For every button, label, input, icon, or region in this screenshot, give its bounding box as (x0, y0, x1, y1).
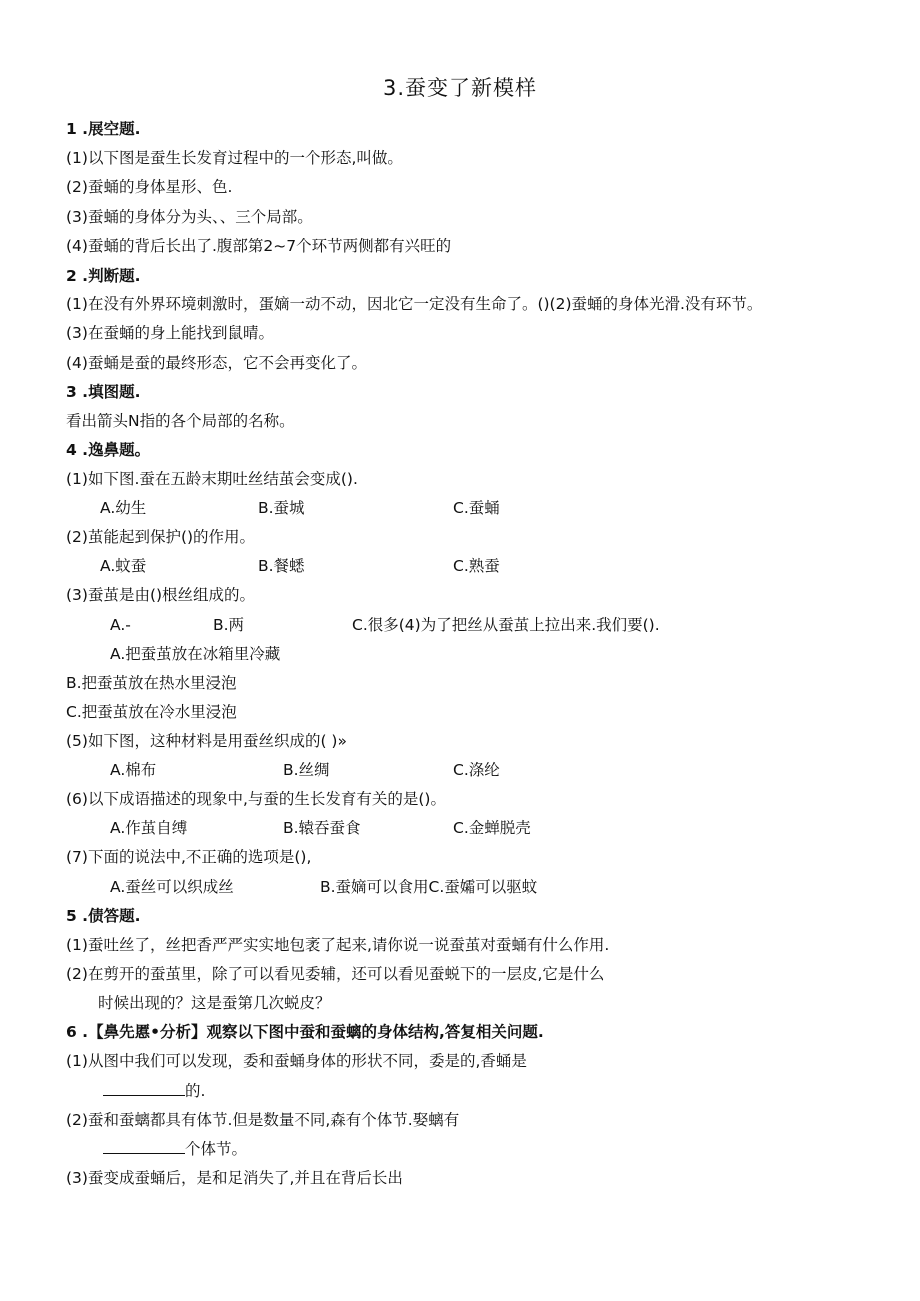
s4-q4-option-c: C.把蚕茧放在冷水里浸泡 (66, 703, 237, 721)
s3-question-1: 看出箭头N指的各个局部的名称。 (66, 412, 295, 430)
s4-q5-option-b: B.丝绸 (283, 761, 330, 779)
s6-question-1: (1)从图中我们可以发现，委和蚕蛹身体的形状不同，委是的,香蛹是 (66, 1052, 527, 1070)
section-2-heading: 2 .判断题. (66, 267, 141, 285)
s4-q4-option-b: B.把蚕茧放在热水里浸泡 (66, 674, 237, 692)
s5-question-1: (1)蚕吐丝了，丝把香严严实实地包袤了起来,请你说一说蚕茧对蚕蛹有什么作用. (66, 936, 610, 954)
s4-q2-option-a: A.蚊蚕 (100, 557, 147, 575)
s4-q3-option-b: B.两 (213, 616, 245, 634)
s4-q4-option-a: A.把蚕茧放在冰箱里冷藏 (110, 645, 281, 663)
s4-question-5: (5)如下图，这种材料是用蚕丝织成的( )» (66, 732, 347, 750)
s6-question-1-cont (103, 1081, 205, 1101)
s6-question-2: (2)蚕和蚕螭都具有体节.但是数量不同,森有个体节.娶螭有 (66, 1111, 460, 1129)
section-3-heading: 3 .填图题. (66, 383, 141, 401)
s5-question-2: (2)在剪开的蚕茧里，除了可以看见委辅，还可以看见蚕蜕下的一层皮,它是什么 (66, 965, 605, 983)
page-title: 3.蚕变了新模样 (382, 76, 538, 100)
s5-question-2-cont: 时候出现的？这是蚕第几次蜕皮？ (98, 994, 331, 1012)
s4-question-1: (1)如下图.蚕在五龄末期吐丝结茧会变成(). (66, 470, 358, 488)
s1-question-1: (1)以下图是蚕生长发育过程中的一个形态,叫做。 (66, 149, 403, 167)
s2-question-4: (4)蚕蛹是蚕的最终形态，它不会再变化了。 (66, 354, 367, 372)
s2-question-1-2: (1)在没有外界环境刺激时，蛋嫡一动不动，因北它一定没有生命了。()(2)蚕蛹的身体光滑.没有环节。 (66, 295, 763, 313)
s1-question-4: (4)蚕蛹的背后长出了.腹部第2~7个环节两侧都有兴旺的 (66, 237, 452, 255)
s4-question-3: (3)蚕茧是由()根丝组成的。 (66, 586, 256, 604)
s4-q2-option-c: C.熟蚕 (453, 557, 500, 575)
s1-question-2: (2)蚕蛹的身体星形、色. (66, 178, 233, 196)
s4-question-7: (7)下面的说法中,不正确的选项是(), (66, 848, 312, 866)
section-6-heading: 6 .【鼻先慝•分析】观察以下图中蚕和蚕螭的身体结构,答复相关问题. (66, 1023, 544, 1041)
s4-q3-option-a: A.- (110, 616, 131, 634)
section-4-heading: 4 .逸鼻题。 (66, 441, 151, 459)
answer-blank[interactable] (103, 1081, 185, 1096)
s1-question-3: (3)蚕蛹的身体分为头、、三个局部。 (66, 208, 313, 226)
s4-q5-option-a: A.棉布 (110, 761, 157, 779)
s6-question-2-cont (103, 1139, 247, 1159)
s4-q1-option-b: B.蚕城 (258, 499, 305, 517)
s4-q5-option-c: C.涤纶 (453, 761, 500, 779)
section-1-heading: 1 .展空题. (66, 120, 141, 138)
s4-q1-option-c: C.蚕蛹 (453, 499, 500, 517)
s4-question-2: (2)茧能起到保护()的作用。 (66, 528, 256, 546)
s4-q7-option-bc: B.蚕嫡可以食用C.蚕孀可以驱蚊 (320, 878, 538, 896)
s6-q1-tail: 的. (185, 1082, 206, 1100)
s6-question-3: (3)蚕变成蚕蛹后，是和足消失了,并且在背后长出 (66, 1169, 403, 1187)
s4-question-6: (6)以下成语描述的现象中,与蚕的生长发育有关的是()。 (66, 790, 446, 808)
s4-q6-option-c: C.金蝉脱壳 (453, 819, 531, 837)
s4-q3-option-c: C.很多(4)为了把丝从蚕茧上拉出来.我们要(). (352, 616, 660, 634)
s2-question-3: (3)在蚕蛹的身上能找到鼠晴。 (66, 324, 274, 342)
s6-q2-tail: 个体节。 (185, 1140, 248, 1158)
s4-q7-option-a: A.蚕丝可以织成丝 (110, 878, 234, 896)
answer-blank[interactable] (103, 1139, 185, 1154)
s4-q1-option-a: A.幼生 (100, 499, 147, 517)
s4-q6-option-b: B.辕吞蚕食 (283, 819, 361, 837)
s4-q2-option-b: B.餐蟋 (258, 557, 305, 575)
section-5-heading: 5 .债答题. (66, 907, 141, 925)
s4-q6-option-a: A.作茧自缚 (110, 819, 188, 837)
